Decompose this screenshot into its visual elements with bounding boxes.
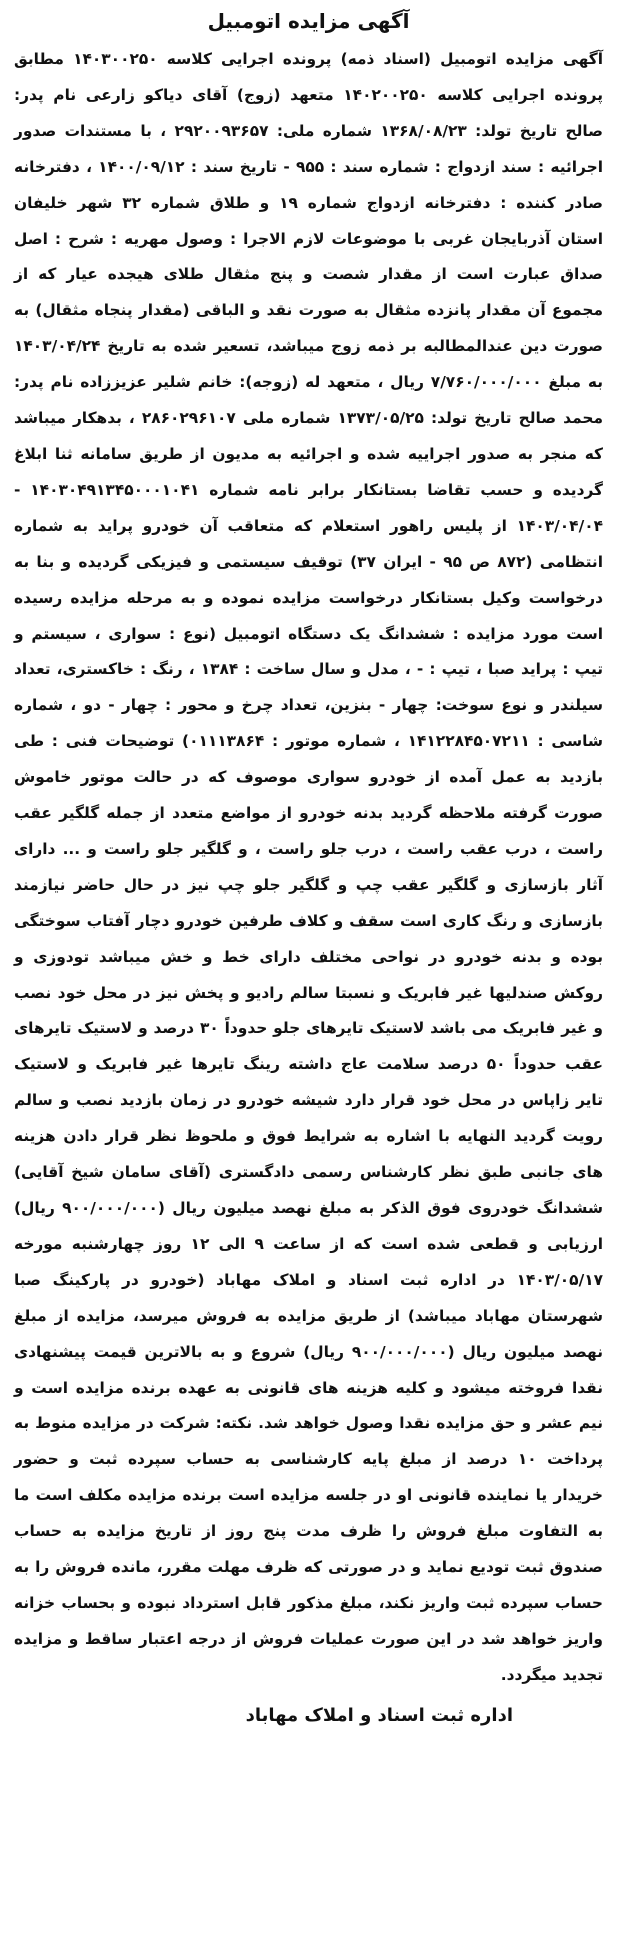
notice-title: آگهی مزایده اتومبیل [207, 9, 410, 33]
issuer-signature: اداره ثبت اسناد و املاک مهاباد [245, 1704, 513, 1726]
notice-body: آگهی مزایده اتومبیل (اسناد ذمه) پرونده اجرایی کلاسه ۱۴۰۳۰۰۲۵۰ مطابق پرونده اجرایی کلاسه ۱۴۰۲۰۰۲۵۰ متعهد (زوج) آقای دیاکو زارعی نام پدر: صالح تاریخ تولد: ۱۳۶۸/۰۸/۲۳ شماره ملی: ۲۹۲۰۰۹۳۶۵۷ ، با مستندات صدور اجرائیه : سند ازدواج : شماره سند : ۹۵۵ - تاریخ سند : ۱۴۰۰/۰۹/۱۲ ، دفترخانه صادر کننده : دفترخانه ازدواج شماره ۱۹ و طلاق شماره ۳۲ شهر خلیفان استان آذربایجان غربی با موضوعات لازم الاجرا : وصول مهریه : شرح : اصل صداق عبارت است از مقدار شصت و پنج مثقال طلای هیجده عیار که از مجموع آن مقدار پانزده مثقال به صورت نقد و الباقی (مقدار پنجاه مثقال) به صورت دین عندالمطالبه بر ذمه زوج میباشد، تسعیر شده به تاریخ ۱۴۰۳/۰۴/۲۴ به مبلغ ۷/۷۶۰/۰۰۰/۰۰۰ ریال ، متعهد له (زوجه): خانم شلیر عزیززاده نام پدر: محمد صالح تاریخ تولد: ۱۳۷۳/۰۵/۲۵ شماره ملی ۲۸۶۰۲۹۶۱۰۷ ، بدهکار میباشد که منجر به صدور اجراییه شده و اجرائیه به مدیون از طریق سامانه ثنا ابلاغ گردیده و حسب تقاضا بستانکار برابر نامه شماره ۱۴۰۳۰۴۹۱۳۴۵۰۰۰۱۰۴۱ - ۱۴۰۳/۰۴/۰۴ از پلیس راهور استعلام که متعاقب آن خودرو پراید به شماره انتظامی (۸۷۲ ص ۹۵ - ایران ۳۷) توقیف سیستمی و فیزیکی گردیده و بنا به درخواست وکیل بستانکار درخواست مزایده نموده و به مرحله مزایده رسیده است مورد مزایده : ششدانگ یک دستگاه اتومبیل (نوع : سواری ، سیستم و تیپ : پراید صبا ، تیپ : - ، مدل و سال ساخت : ۱۳۸۴ ، رنگ : خاکستری، تعداد سیلندر و نوع سوخت: چهار - بنزین، تعداد چرخ و محور : چهار - دو ، شماره شاسی : ۱۴۱۲۲۸۴۵۰۷۲۱۱ ، شماره موتور : ۰۱۱۱۳۸۶۴) توضیحات فنی : طی بازدید به عمل آمده از خودرو سواری موصوف که در حالت موتور خاموش صورت گرفته ملاحظه گردید بدنه خودرو از مواضع متعدد از جمله گلگیر عقب راست ، درب عقب راست ، درب جلو راست ، و گلگیر جلو راست و ... دارای آثار بازسازی و گلگیر عقب چپ و گلگیر جلو چپ نیز در حال حاضر نیازمند بازسازی و رنگ کاری است سقف و کلاف طرفین خودرو دچار آفتاب سوختگی بوده و بدنه خودرو در نواحی مختلف دارای خط و خش میباشد تودوزی و روکش صندلیها غیر فابریک و نسبتا سالم رادیو و پخش نیز در محل خود نصب و غیر فابریک می باشد لاستیک تایرهای جلو حدوداً ۳۰ درصد و لاستیک تایرهای عقب حدوداً ۵۰ درصد سلامت عاج داشته رینگ تایرها غیر فابریک و لاستیک تایر زاپاس در محل خود قرار دارد شیشه خودرو در زمان بازدید نصب و سالم رویت گردید النهایه با اشاره به شرایط فوق و ملحوظ نظر قرار دادن هزینه های جانبی طبق نظر کارشناس رسمی دادگستری (آقای سامان شیخ آقایی) ششدانگ خودروی فوق الذکر به مبلغ نهصد میلیون ریال (۹۰۰/۰۰۰/۰۰۰ ریال) ارزیابی و قطعی شده است که از ساعت ۹ الی ۱۲ روز چهارشنبه مورخه ۱۴۰۳/۰۵/۱۷ در اداره ثبت اسناد و املاک مهاباد (خودرو در پارکینگ صبا شهرستان مهاباد میباشد) از طریق مزایده به فروش میرسد، مزایده از مبلغ نهصد میلیون ریال (۹۰۰/۰۰۰/۰۰۰ ریال) شروع و به بالاترین قیمت پیشنهادی نقدا فروخته میشود و کلیه هزینه های قانونی به عهده برنده مزایده است و نیم عشر و حق مزایده نقدا وصول خواهد شد. نکته: شرکت در مزایده منوط به پرداخت ۱۰ درصد از مبلغ پایه کارشناسی به حساب سپرده ثبت و حضور خریدار یا نماینده قانونی او در جلسه مزایده است برنده مزایده مکلف است ما به التفاوت مبلغ فروش را ظرف مدت پنج روز از تاریخ مزایده به حساب صندوق ثبت تودیع نماید و در صورتی که ظرف مهلت مقرر، مانده فروش را به حساب سپرده ثبت واریز نکند، مبلغ مذکور قابل استرداد نبوده و بحساب خزانه واریز خواهد شد در این صورت عملیات فروش از درجه اعتبار ساقط و مزایده تجدید میگردد. [14, 50, 604, 1684]
